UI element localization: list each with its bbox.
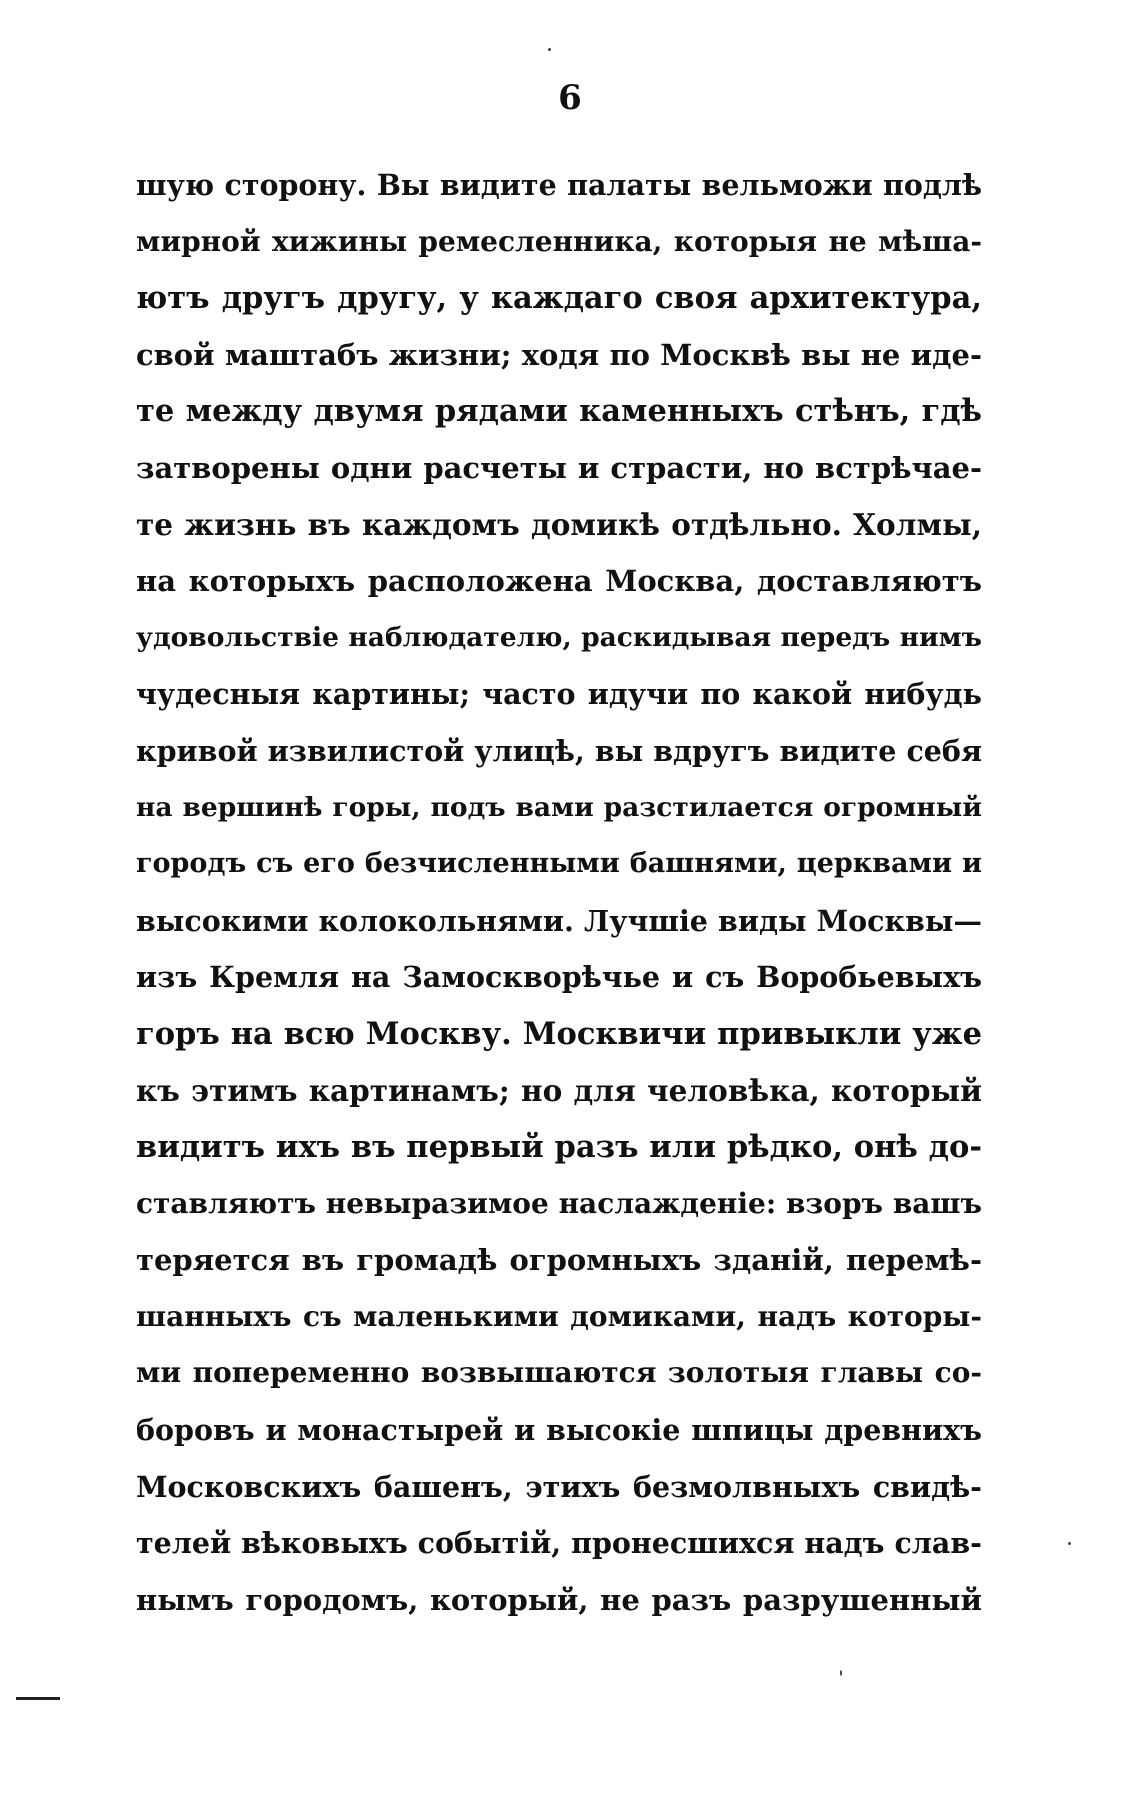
text-line: горъ на всю Москву. Москвичи привыкли уже [136,1015,982,1052]
margin-rule [16,1697,60,1700]
text-line: на которыхъ расположена Москва, доставляютъ [136,564,982,599]
text-line: шанныхъ съ маленькими домиками, надъ которы- [136,1299,982,1333]
page-number: 6 [558,78,582,118]
ink-speck [548,48,551,51]
text-line: удовольствiе наблюдателю, раскидывая передъ нимъ [136,621,982,653]
text-line: высокими колокольнями. Лучшiе виды Москвы— [136,903,982,938]
text-line: мирной хижины ремесленника, которыя не мѣша- [136,224,982,258]
text-line: ставляютъ невыразимое наслажденiе: взоръ вашъ [136,1186,982,1220]
text-line: городъ съ его безчисленными башнями, церквами и [136,848,982,880]
text-line: те между двумя рядами каменныхъ стѣнъ, гдѣ [136,393,982,430]
text-line: шую сторону. Вы видите палаты вельможи подлѣ [136,168,982,202]
text-line: те жизнь въ каждомъ домикѣ отдѣльно. Холмы, [136,506,982,542]
text-line: кривой извилистой улицѣ, вы вдругъ видите себя [136,733,982,768]
text-line: затворены одни расчеты и страсти, но встрѣчае- [136,450,982,485]
text-line: нымъ городомъ, который, не разъ разрушенный [136,1582,982,1617]
ink-speck [840,1670,842,1676]
text-line: свой маштабъ жизни; ходя по Москвѣ вы не иде- [136,337,982,372]
text-line: ми попеременно возвышаются золотыя главы со- [136,1356,982,1390]
text-line: видитъ ихъ въ первый разъ или рѣдко, онѣ до- [136,1129,982,1166]
text-line: на вершинѣ горы, подъ вами разстилается огромный [136,791,982,823]
body-text [136,157,982,1628]
text-line: теряется въ громадѣ огромныхъ зданiй, перемѣ- [136,1243,982,1278]
text-line: боровъ и монастырей и высокiе шпицы древнихъ [136,1413,982,1448]
text-line: ютъ другъ другу, у каждаго своя архитектура, [136,280,982,317]
text-line: чудесныя картины; часто идучи по какой нибудь [136,677,982,712]
text-line: телей вѣковыхъ событiй, пронесшихся надъ слав- [136,1526,982,1561]
ink-speck [1068,1542,1071,1545]
text-line: изъ Кремля на Замоскворѣчье и съ Воробьевыхъ [136,960,982,995]
text-line: Московскихъ башенъ, этихъ безмолвныхъ свидѣ- [136,1469,982,1504]
text-line: къ этимъ картинамъ; но для человѣка, который [136,1072,982,1108]
